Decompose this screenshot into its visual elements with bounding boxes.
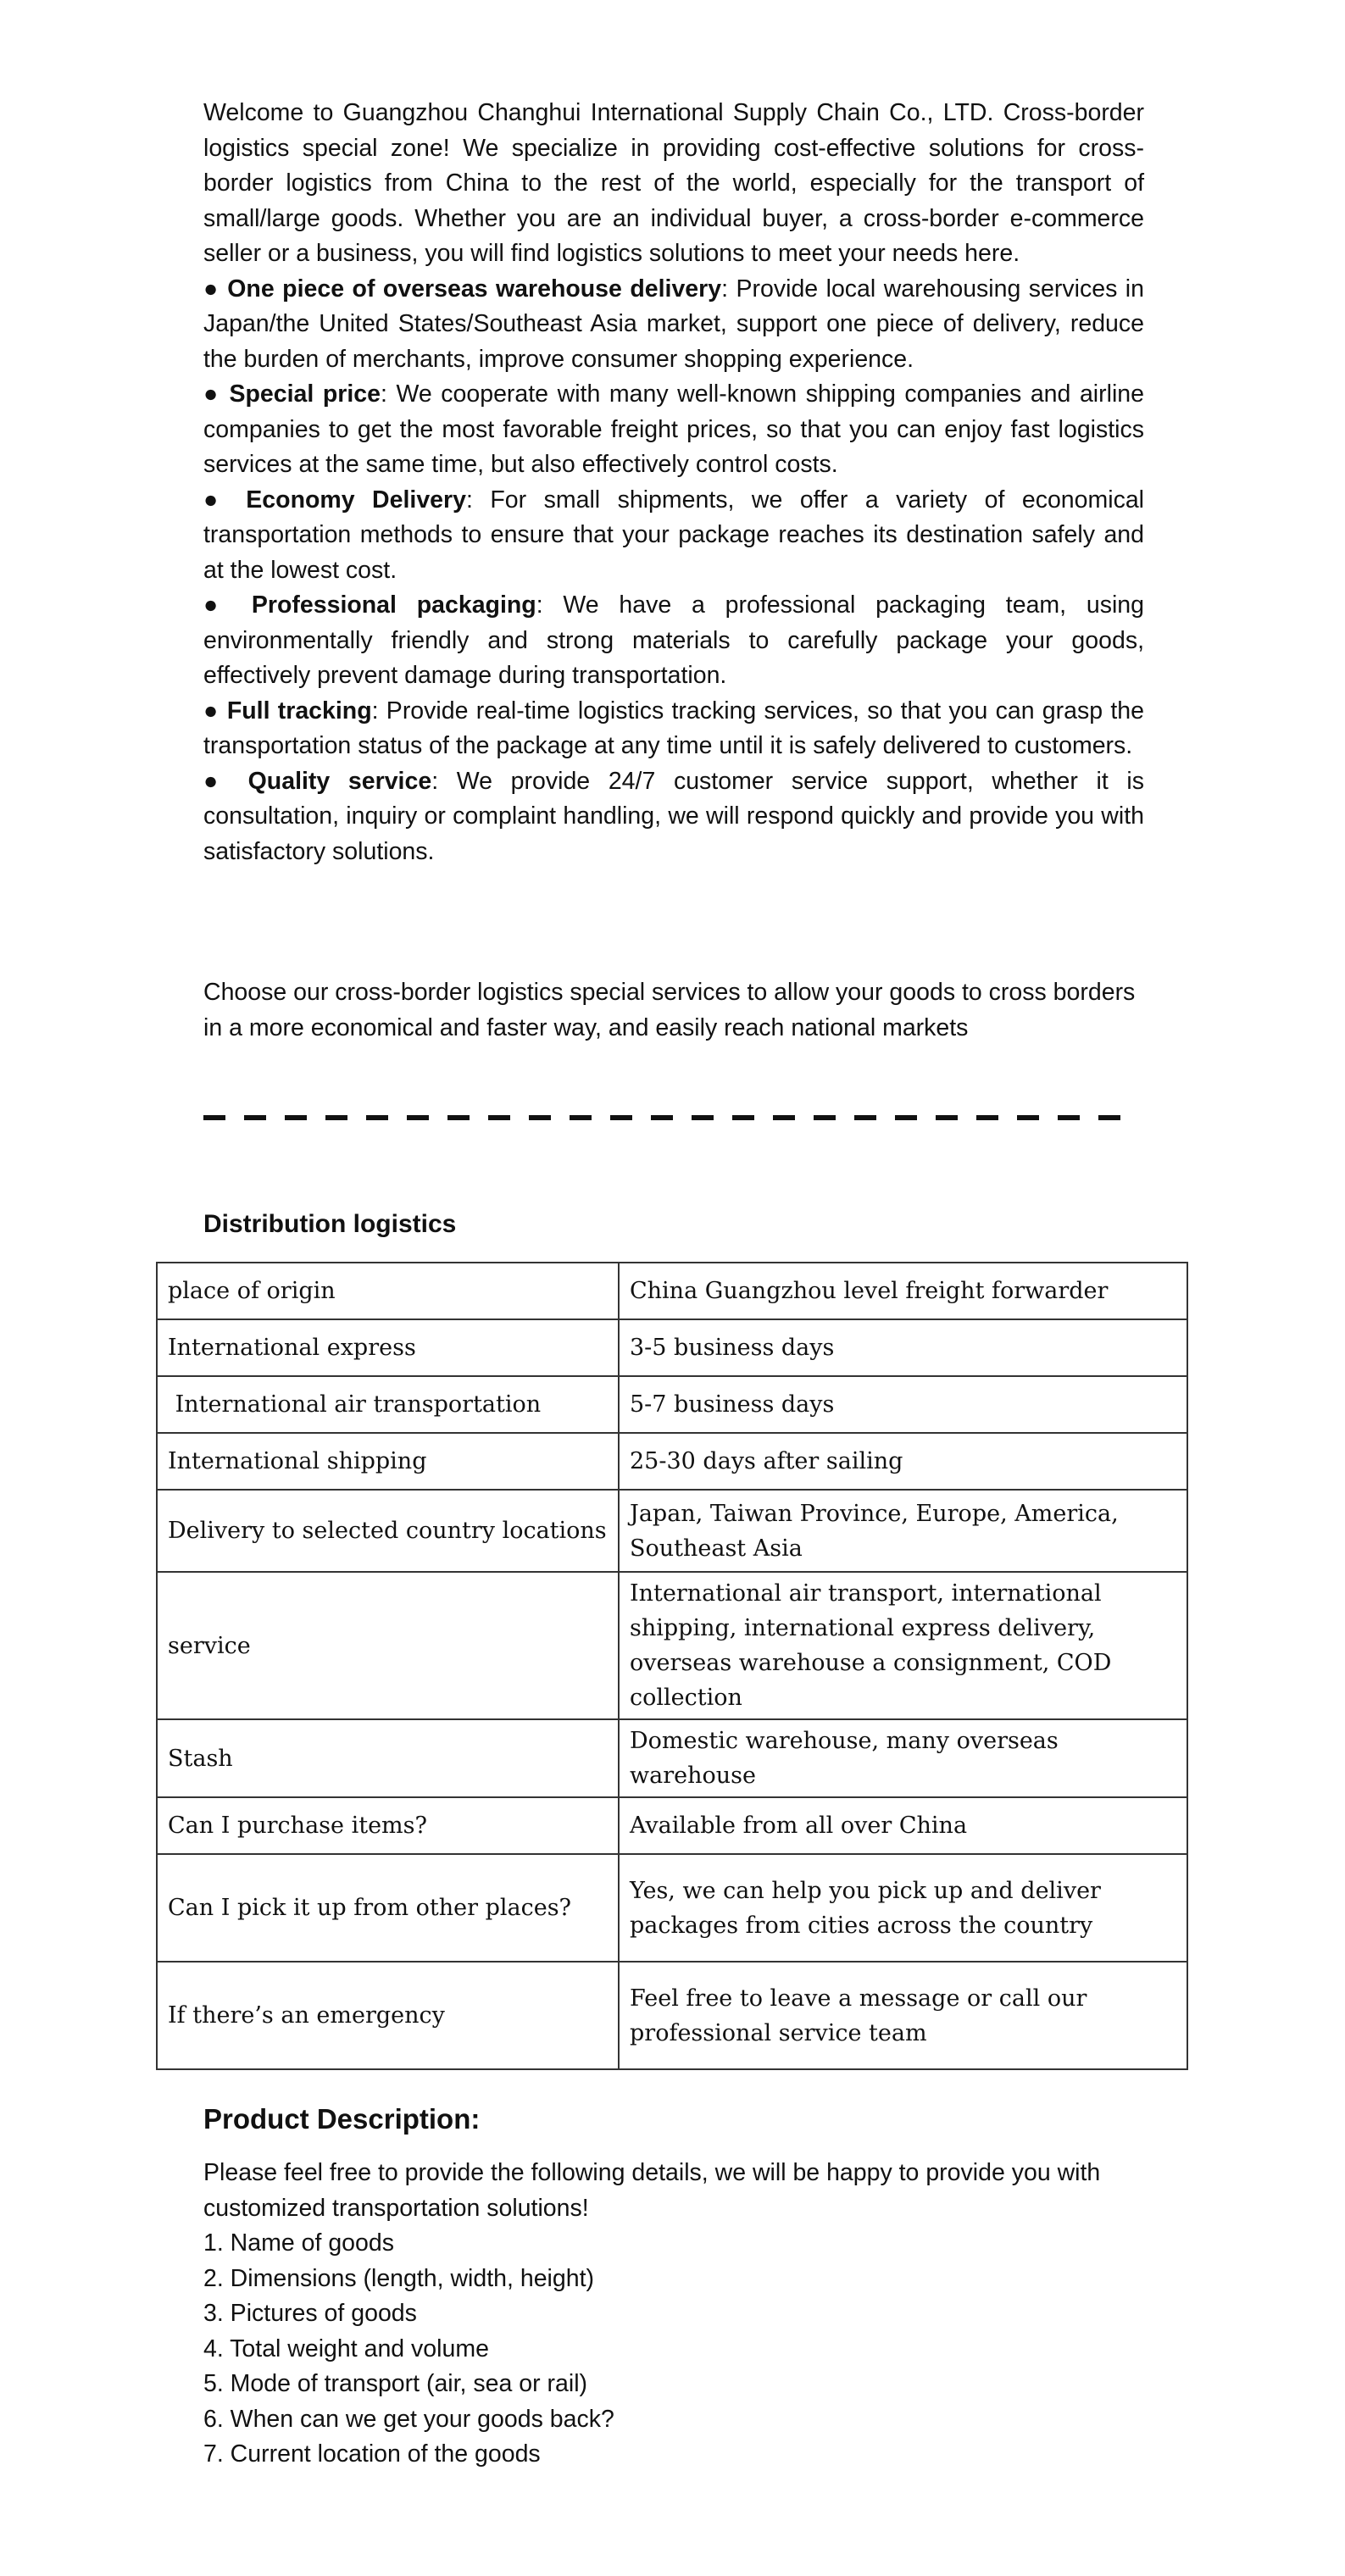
bullet: ● [203, 697, 220, 724]
table-value-cell: Yes, we can help you pick up and deliver packages from cities across the country [619, 1854, 1187, 1962]
table-row [157, 1263, 1187, 1319]
feature-title: One piece of overseas warehouse delivery [227, 275, 722, 303]
bullet: ● [203, 275, 220, 303]
distribution-title: Distribution logistics [203, 1210, 457, 1238]
table-row [157, 1962, 1187, 2069]
closing-section [203, 975, 1144, 1046]
table-value-cell: China Guangzhou level freight forwarder [619, 1263, 1187, 1319]
table-value-cell: 3-5 business days [619, 1319, 1187, 1376]
feature-item [203, 272, 1144, 378]
list-item: 7. Current location of the goods [203, 2440, 541, 2468]
feature-title: Special price [229, 380, 381, 408]
table-key-cell: International express [157, 1319, 619, 1376]
feature-text: : For small shipments, we offer a variety of economical transportation methods to ensure that your package reaches its destination safely and at the lowest cost. [203, 486, 1145, 584]
product-description-title: Product Description: [203, 2103, 481, 2135]
bullet: ● [203, 486, 229, 514]
table-key-cell: If there’s an emergency [157, 1962, 619, 2069]
feature-item [203, 764, 1144, 870]
list-item: 1. Name of goods [203, 2229, 394, 2257]
table-key-cell: service [157, 1572, 619, 1719]
table-row [157, 1376, 1187, 1433]
list-item: 6. When can we get your goods back? [203, 2405, 614, 2433]
table-row [157, 1572, 1187, 1719]
list-item: 2. Dimensions (length, width, height) [203, 2264, 594, 2292]
list-item: 3. Pictures of goods [203, 2300, 417, 2327]
product-description-text: Please feel free to provide the following details, we will be happy to provide you with customized transportation solutions! [203, 2159, 1101, 2222]
table-row [157, 1797, 1187, 1854]
feature-title: Professional packaging [251, 591, 536, 619]
table-key-cell: International shipping [157, 1433, 619, 1490]
table-key-cell: place of origin [157, 1263, 619, 1319]
table-value-cell: Available from all over China [619, 1797, 1187, 1854]
table-key-cell: Can I purchase items? [157, 1797, 619, 1854]
table-value-cell: 25-30 days after sailing [619, 1433, 1187, 1490]
feature-item [203, 483, 1144, 589]
table-row [157, 1719, 1187, 1797]
table-row [157, 1433, 1187, 1490]
feature-text: : We provide 24/7 customer service support, whether it is consultation, inquiry or complaint handling, we will respond quickly and provide you with satisfactory solutions. [203, 767, 1144, 865]
bullet: ● [203, 767, 230, 795]
product-detail-list [203, 2226, 1144, 2473]
dashed-divider [203, 1115, 1144, 1120]
table-value-cell: Feel free to leave a message or call our professional service team [619, 1962, 1187, 2069]
table-row [157, 1854, 1187, 1962]
feature-text: : We have a professional packaging team, using environmentally friendly and strong materials to carefully package your goods, effectively prevent damage during transportation. [203, 591, 1144, 689]
bullet: ● [203, 380, 220, 408]
feature-title: Economy Delivery [246, 486, 466, 514]
table-key-cell: Can I pick it up from other places? [157, 1854, 619, 1962]
feature-item [203, 694, 1144, 764]
table-value-cell: International air transport, international shipping, international express delivery, overseas warehouse a consignment, COD collection [619, 1572, 1187, 1719]
feature-item [203, 377, 1144, 483]
feature-text: : We cooperate with many well-known shipping companies and airline companies to get the most favorable freight prices, so that you can enjoy fast logistics services at the same time, but also effectively control costs. [203, 380, 1144, 478]
feature-text: : Provide local warehousing services in Japan/the United States/Southeast Asia market, support one piece of delivery, reduce the burden of merchants, improve consumer shopping experience. [203, 275, 1144, 373]
table-row [157, 1490, 1187, 1572]
list-item: 4. Total weight and volume [203, 2334, 489, 2362]
bullet: ● [203, 591, 232, 619]
feature-title: Quality service [247, 767, 432, 795]
table-key-cell: Delivery to selected country locations [157, 1490, 619, 1572]
welcome-paragraph: Welcome to Guangzhou Changhui International Supply Chain Co., LTD. Cross-border logistics special zone! We specialize in providing cost-effective solutions for cross-border logistics from China to the rest of the world, especially for the transport of small/large goods. Whether you are an individual buyer, a cross-border e-commerce seller or a business, you will find logistics solutions to meet your needs here. [203, 99, 1144, 267]
table-row [157, 1319, 1187, 1376]
intro-section [203, 96, 1144, 869]
list-item: 5. Mode of transport (air, sea or rail) [203, 2370, 588, 2397]
table-key-cell: International air transportation [157, 1376, 619, 1433]
feature-text: : Provide real-time logistics tracking services, so that you can grasp the transportation status of the package at any time until it is safely delivered to customers. [203, 697, 1144, 759]
table-value-cell: 5-7 business days [619, 1376, 1187, 1433]
table-value-cell: Japan, Taiwan Province, Europe, America, Southeast Asia [619, 1490, 1187, 1572]
feature-item [203, 588, 1144, 694]
table-key-cell: Stash [157, 1719, 619, 1797]
distribution-table [156, 1262, 1188, 2070]
feature-title: Full tracking [226, 697, 372, 724]
table-value-cell: Domestic warehouse, many overseas warehouse [619, 1719, 1187, 1797]
closing-paragraph: Choose our cross-border logistics special services to allow your goods to cross borders in a more economical and faster way, and easily reach national markets [203, 979, 1136, 1041]
